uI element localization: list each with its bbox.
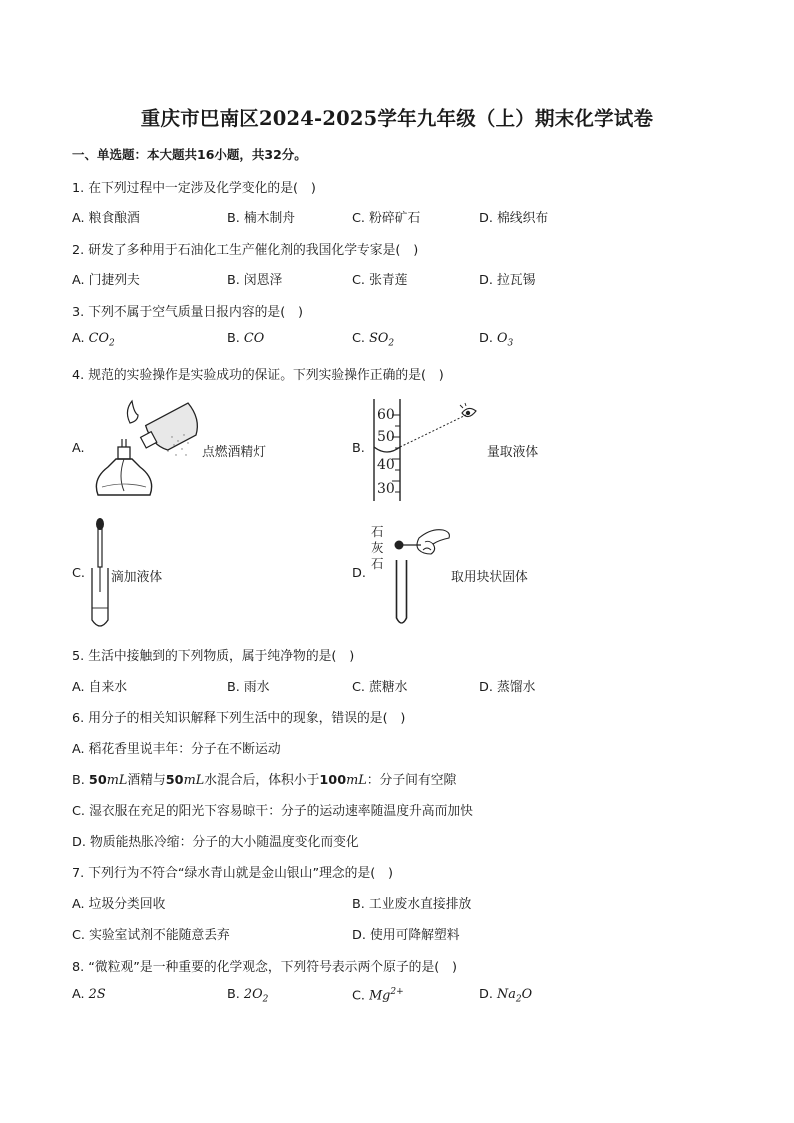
cylinder-tick-40: 40: [377, 457, 395, 473]
question-8-stem: 8. “微粒观”是一种重要的化学观念，下列符号表示两个原子的是( ): [72, 960, 458, 975]
question-3-stem: 3. 下列不属于空气质量日报内容的是( ): [72, 305, 304, 320]
q3-option-c: C. $SO_2$: [352, 331, 395, 349]
alcohol-lamp-figure: [88, 395, 203, 505]
q7-option-a: A. 垃圾分类回收: [72, 897, 166, 912]
q4-option-a-caption: 点燃酒精灯: [202, 445, 266, 460]
q4-option-b-caption: 量取液体: [487, 445, 539, 460]
q1-option-a: A. 粮食酿酒: [72, 211, 140, 226]
question-7-stem: 7. 下列行为不符合“绿水青山就是金山银山”理念的是( ): [72, 866, 394, 881]
q8-option-a: A. 2S: [72, 987, 106, 1002]
q4-option-c-letter: C.: [72, 566, 86, 581]
dropper-test-tube-figure: [88, 516, 112, 632]
q1-option-b: B. 楠木制舟: [227, 211, 296, 226]
cylinder-tick-50: 50: [377, 429, 395, 445]
q2-option-c: C. 张青莲: [352, 273, 408, 288]
limestone-label: 石 灰 石: [371, 524, 384, 571]
q2-option-a: A. 门捷列夫: [72, 273, 140, 288]
q8-option-c: C. $Mg^{2+}$: [352, 987, 404, 1004]
q4-option-d-caption: 取用块状固体: [451, 570, 528, 585]
graduated-cylinder-figure: [366, 395, 491, 503]
q4-option-b-letter: B.: [352, 441, 365, 456]
q5-option-c: C. 蔗糖水: [352, 680, 408, 695]
cylinder-tick-30: 30: [377, 481, 395, 497]
section-heading: 一、单选题：本大题共16小题，共32分。: [72, 147, 307, 162]
cylinder-tick-60: 60: [377, 407, 395, 423]
q6-option-b: B. 50mL酒精与50mL水混合后，体积小于100mL：分子间有空隙: [72, 773, 457, 788]
limestone-test-tube-figure: [385, 516, 455, 632]
question-6-stem: 6. 用分子的相关知识解释下列生活中的现象，错误的是( ): [72, 711, 406, 726]
q4-option-d-letter: D.: [352, 566, 366, 581]
q4-option-c-caption: 滴加液体: [111, 570, 163, 585]
q3-option-d: D. $O_3$: [479, 331, 514, 349]
question-5-stem: 5. 生活中接触到的下列物质，属于纯净物的是( ): [72, 649, 355, 664]
q3-option-a: A. $CO_2$: [72, 331, 115, 349]
q2-option-d: D. 拉瓦锡: [479, 273, 536, 288]
q8-option-b: B. $2O_2$: [227, 987, 269, 1005]
q2-option-b: B. 闵恩泽: [227, 273, 283, 288]
q6-option-d: D. 物质能热胀冷缩：分子的大小随温度变化而变化: [72, 835, 359, 850]
eye-icon: [460, 403, 476, 417]
q5-option-d: D. 蒸馏水: [479, 680, 536, 695]
q1-option-d: D. 棉线织布: [479, 211, 549, 226]
q7-option-c: C. 实验室试剂不能随意丢弃: [72, 928, 230, 943]
q6-option-a: A. 稻花香里说丰年：分子在不断运动: [72, 742, 281, 757]
q6-option-c: C. 湿衣服在充足的阳光下容易晾干：分子的运动速率随温度升高而加快: [72, 804, 473, 819]
q1-option-c: C. 粉碎矿石: [352, 211, 421, 226]
q3-option-b: B. CO: [227, 331, 265, 346]
q4-option-a-letter: A.: [72, 441, 85, 456]
exam-title: 重庆市巴南区2024-2025学年九年级（上）期末化学试卷: [140, 107, 654, 130]
q7-option-b: B. 工业废水直接排放: [352, 897, 472, 912]
q5-option-b: B. 雨水: [227, 680, 270, 695]
question-1-stem: 1. 在下列过程中一定涉及化学变化的是( ): [72, 181, 316, 196]
question-2-stem: 2. 研发了多种用于石油化工生产催化剂的我国化学专家是( ): [72, 243, 419, 258]
q7-option-d: D. 使用可降解塑料: [352, 928, 460, 943]
question-4-stem: 4. 规范的实验操作是实验成功的保证。下列实验操作正确的是( ): [72, 368, 444, 383]
q8-option-d: D. $Na_2O$: [479, 987, 533, 1005]
q5-option-a: A. 自来水: [72, 680, 128, 695]
